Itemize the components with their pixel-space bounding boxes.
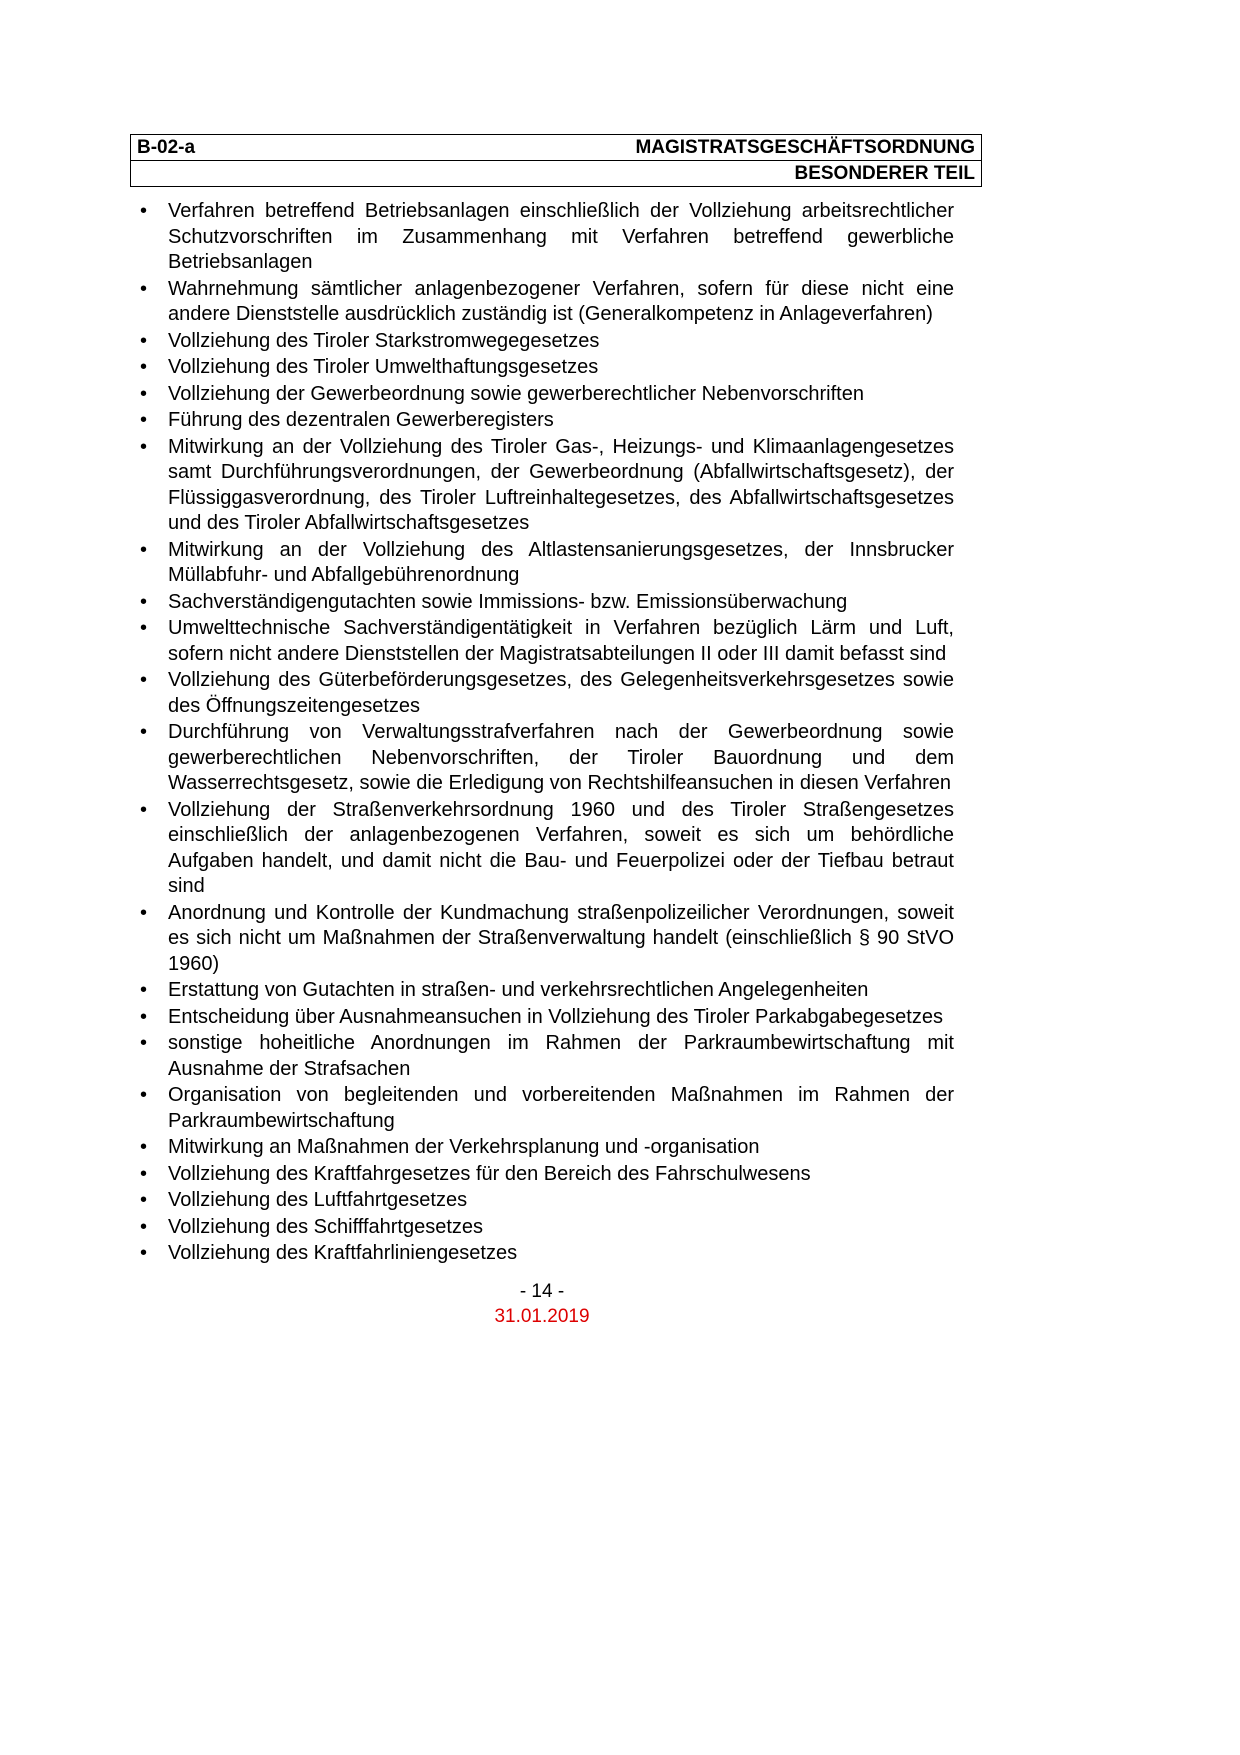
list-item: • Mitwirkung an der Vollziehung des Tiroler Gas-, Heizungs- und Klimaanlagengesetzes samt Durchführungsverordnungen, der Gewerbeordnung (Abfallwirtschaftsgesetz), der Flüssiggasverordnung, des Tiroler Luftreinhaltegesetzes, des Abfallwirtschaftsgesetzes und des Tiroler Abfallwirtschaftsgesetzes (130, 435, 954, 537)
list-item: • Führung des dezentralen Gewerberegisters (130, 408, 954, 434)
list-item: • Umwelttechnische Sachverständigentätigkeit in Verfahren bezüglich Lärm und Luft, sofern nicht andere Dienststellen der Magistratsabteilungen II oder III damit befasst sind (130, 616, 954, 667)
list-item: • Organisation von begleitenden und vorbereitenden Maßnahmen im Rahmen der Parkraumbewirtschaftung (130, 1083, 954, 1134)
list-item: • Entscheidung über Ausnahmeansuchen in Vollziehung des Tiroler Parkabgabegesetzes (130, 1005, 954, 1031)
list-item: • Verfahren betreffend Betriebsanlagen einschließlich der Vollziehung arbeitsrechtlicher Schutzvorschriften im Zusammenhang mit Verfahren betreffend gewerbliche Betriebsanlagen (130, 199, 954, 276)
doc-code: B-02-a (137, 137, 196, 158)
list-item: • Mitwirkung an Maßnahmen der Verkehrsplanung und -organisation (130, 1135, 954, 1161)
list-item: • Mitwirkung an der Vollziehung des Altlastensanierungsgesetzes, der Innsbrucker Müllabfuhr- und Abfallgebührenordnung (130, 538, 954, 589)
document-header (130, 134, 982, 187)
page-number: - 14 - (519, 1280, 565, 1302)
list-item: • Erstattung von Gutachten in straßen- und verkehrsrechtlichen Angelegenheiten (130, 978, 954, 1004)
bullet-list (130, 199, 982, 1267)
list-item: • Vollziehung des Kraftfahrliniengesetzes (130, 1241, 954, 1267)
page-footer (130, 1279, 982, 1329)
list-item: • Vollziehung der Straßenverkehrsordnung 1960 und des Tiroler Straßengesetzes einschließlich der anlagenbezogenen Verfahren, soweit es sich um behördliche Aufgaben handelt, und damit nicht die Bau- und Feuerpolizei oder der Tiefbau betraut sind (130, 798, 954, 900)
list-item: • Vollziehung des Güterbeförderungsgesetzes, des Gelegenheitsverkehrsgesetzes sowie des Öffnungszeitengesetzes (130, 668, 954, 719)
list-item: • Vollziehung des Tiroler Starkstromwegegesetzes (130, 329, 954, 355)
list-item: • Sachverständigengutachten sowie Immissions- bzw. Emissionsüberwachung (130, 590, 954, 616)
doc-subtitle: BESONDERER TEIL (794, 163, 975, 184)
header-row-2 (131, 161, 981, 186)
doc-title: MAGISTRATSGESCHÄFTSORDNUNG (635, 137, 975, 158)
list-item: • Vollziehung des Schifffahrtgesetzes (130, 1215, 954, 1241)
list-item: • Vollziehung des Luftfahrtgesetzes (130, 1188, 954, 1214)
list-item: • Anordnung und Kontrolle der Kundmachung straßenpolizeilicher Verordnungen, soweit es sich nicht um Maßnahmen der Straßenverwaltung handelt (einschließlich § 90 StVO 1960) (130, 901, 954, 978)
list-item: • Durchführung von Verwaltungsstrafverfahren nach der Gewerbeordnung sowie gewerberechtlichen Nebenvorschriften, der Tiroler Bauordnung und dem Wasserrechtsgesetz, sowie die Erledigung von Rechtshilfeansuchen in diesen Verfahren (130, 720, 954, 797)
list-item: • Wahrnehmung sämtlicher anlagenbezogener Verfahren, sofern für diese nicht eine andere Dienststelle ausdrücklich zuständig ist (Generalkompetenz in Anlageverfahren) (130, 277, 954, 328)
header-row-1 (131, 135, 981, 161)
list-item: • Vollziehung des Tiroler Umwelthaftungsgesetzes (130, 355, 954, 381)
list-item: • Vollziehung des Kraftfahrgesetzes für den Bereich des Fahrschulwesens (130, 1162, 954, 1188)
list-item: • Vollziehung der Gewerbeordnung sowie gewerberechtlicher Nebenvorschriften (130, 382, 954, 408)
revision-date: 31.01.2019 (494, 1305, 590, 1327)
list-item: • sonstige hoheitliche Anordnungen im Rahmen der Parkraumbewirtschaftung mit Ausnahme der Strafsachen (130, 1031, 954, 1082)
